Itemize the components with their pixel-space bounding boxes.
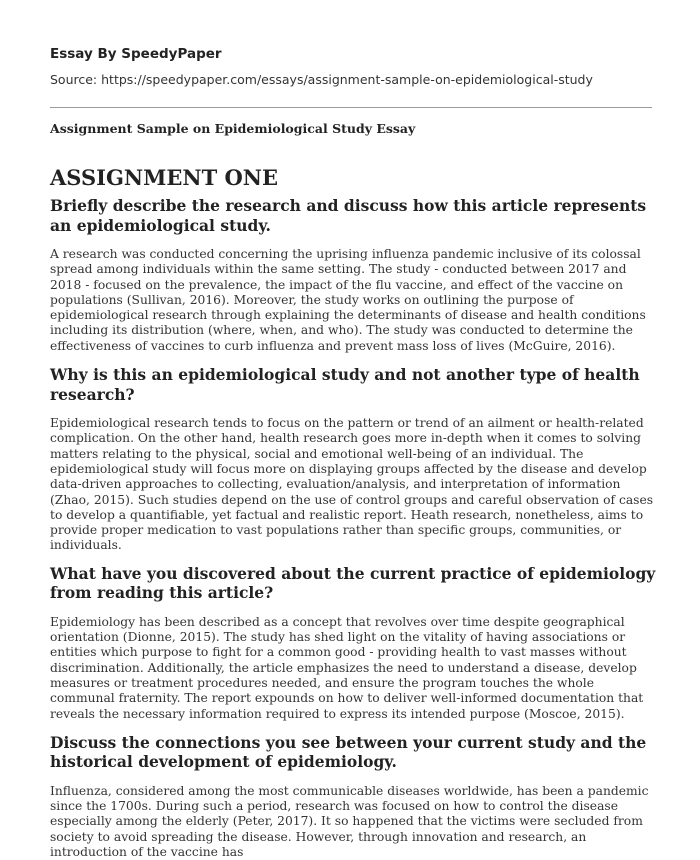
question-heading: Discuss the connections you see between your current study and the historical development of epidemiology. — [50, 732, 647, 772]
source-line: Source: https://speedypaper.com/essays/assignment-sample-on-epidemiological-study — [50, 72, 593, 87]
header-divider — [50, 107, 652, 108]
question-heading: Briefly describe the research and discuss how this article represents an epidemiological study. — [50, 196, 647, 235]
answer-paragraph: A research was conducted concerning the uprising influenza pandemic inclusive of its colossal spread among individuals within the same setting. The study - conducted between 2017 and 2018 - focused on the prevalence, the impact of the flu vaccine, and effect of the vaccine on populations (Sullivan, 2016). Moreover, the study works on outlining the purpose of epidemiological research through explaining the determinants of disease and health conditions including its distribution (where, when, and who). The study was conducted to determine the effectiveness of vaccines to curb influenza and prevent mass loss of lives (McGuire, 2016). — [50, 247, 646, 353]
answer-paragraph: Epidemiological research tends to focus on the pattern or trend of an ailment or health-related complication. On the other hand, health research goes more in-depth when it comes to solving matters relating to the physical, social and emotional well-being of an individual. The epidemiological study will focus more on displaying groups affected by the disease and develop data-driven approaches to collecting, evaluation/analysis, and interpretation of information (Zhao, 2015). Such studies depend on the use of control groups and careful observation of cases to develop a quantifiable, yet factual and realistic report. Heath research, nonetheless, aims to provide proper medication to vast populations rather than specific groups, communities, or individuals. — [50, 416, 654, 553]
question-heading: What have you discovered about the current practice of epidemiology from reading this article? — [50, 563, 656, 603]
document-title: Assignment Sample on Epidemiological Study Essay — [50, 121, 416, 136]
essay-by-label: Essay By SpeedyPaper — [50, 46, 222, 62]
answer-paragraph: Influenza, considered among the most communicable diseases worldwide, has been a pandemic since the 1700s. During such a period, research was focused on how to control the disease especially among the elderly (Peter, 2017). It so happened that the victims were secluded from society to avoid spreading the disease. However, through innovation and research, an introduction of the vaccine has — [50, 783, 649, 860]
answer-paragraph: Epidemiology has been described as a concept that revolves over time despite geographical orientation (Dionne, 2015). The study has shed light on the vitality of having associations or entities which purpose to fight for a common good - providing health to vast masses without discrimination. Additionally, the article emphasizes the need to understand a disease, develop measures or treatment procedures needed, and ensure the program touches the whole communal fraternity. The report expounds on how to deliver well-informed documentation that reveals the necessary information required to express its intended purpose (Moscoe, 2015). — [50, 614, 644, 721]
question-heading: Why is this an epidemiological study and not another type of health research? — [50, 365, 640, 404]
section-title: ASSIGNMENT ONE — [50, 165, 278, 190]
essay-body — [50, 165, 660, 860]
